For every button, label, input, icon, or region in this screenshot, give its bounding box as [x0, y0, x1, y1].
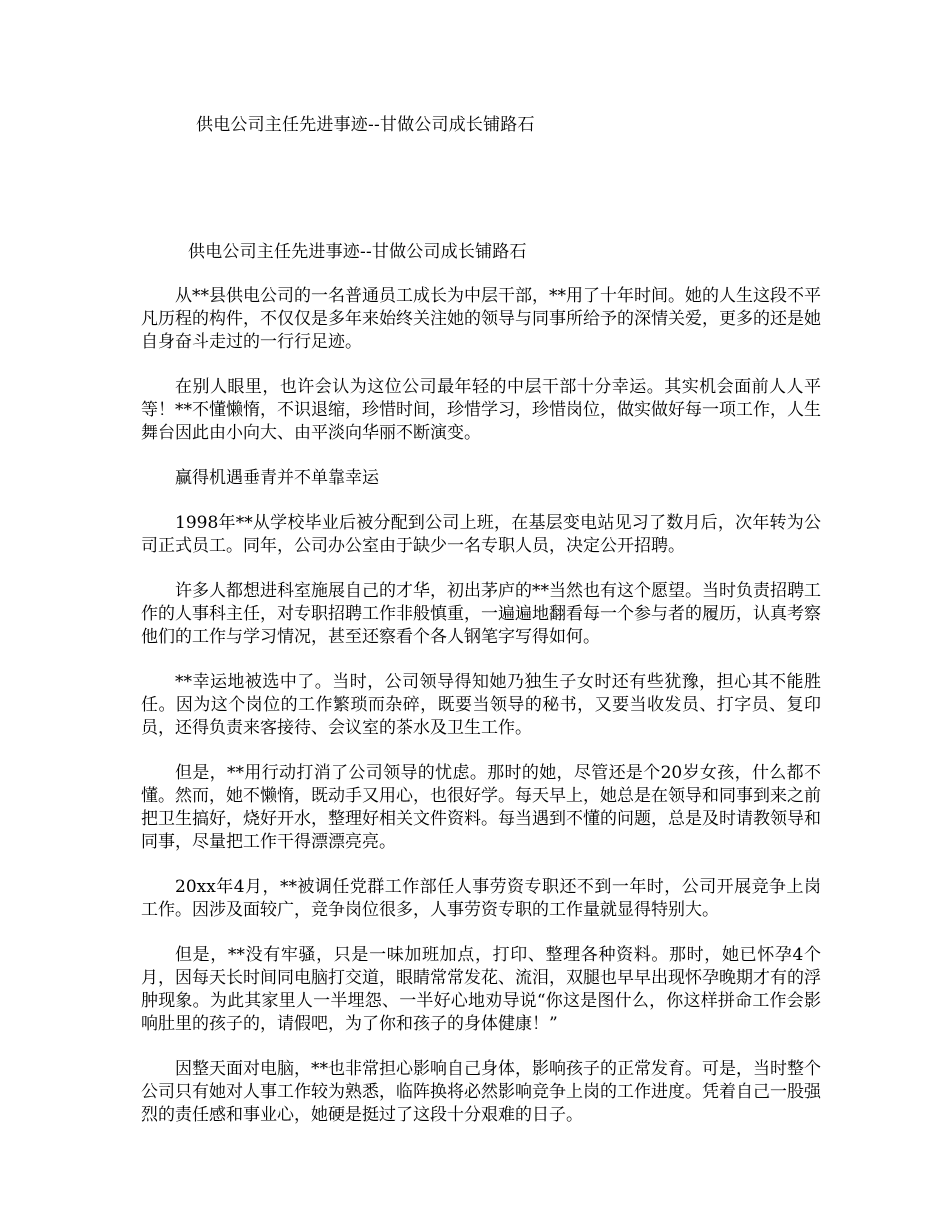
article-body	[141, 285, 821, 1149]
paragraph: 但是，**用行动打消了公司领导的忧虑。那时的她，尽管还是个20岁女孩，什么都不懂。然而，她不懒惰，既动手又用心，也很好学。每天早上，她总是在领导和同事到来之前把卫生搞好，烧好开水，整理好相关文件资料。每当遇到不懂的问题，总是及时请教领导和同事，尽量把工作干得漂漂亮亮。	[141, 763, 821, 852]
header-title: 供电公司主任先进事迹--甘做公司成长铺路石	[196, 115, 535, 135]
paragraph: 1998年**从学校毕业后被分配到公司上班，在基层变电站见习了数月后，次年转为公司正式员工。同年，公司办公室由于缺少一名专职人员，决定公开招聘。	[141, 513, 821, 556]
paragraph: 在别人眼里，也许会认为这位公司最年轻的中层干部十分幸运。其实机会面前人人平等！**不懂懒惰，不识退缩，珍惜时间，珍惜学习，珍惜岗位，做实做好每一项工作，人生舞台因此由小向大、由平淡向华丽不断演变。	[141, 377, 821, 443]
paragraph: 20xx年4月，**被调任党群工作部任人事劳资专职还不到一年时，公司开展竞争上岗工作。因涉及面较广，竞争岗位很多，人事劳资专职的工作量就显得特别大。	[141, 877, 821, 920]
paragraph: 因整天面对电脑，**也非常担心影响自己身体，影响孩子的正常发育。可是，当时整个公司只有她对人事工作较为熟悉，临阵换将必然影响竞争上岗的工作进度。凭着自己一股强烈的责任感和事业心，她硬是挺过了这段十分艰难的日子。	[141, 1059, 821, 1125]
paragraph: 但是，**没有牢骚，只是一味加班加点，打印、整理各种资料。那时，她已怀孕4个月，因每天长时间同电脑打交道，眼睛常常发花、流泪，双腿也早早出现怀孕晚期才有的浮肿现象。为此其家里人一半埋怨、一半好心地劝导说“你这是图什么，你这样拼命工作会影响肚里的孩子的，请假吧，为了你和孩子的身体健康！”	[141, 945, 821, 1034]
paragraph: 从**县供电公司的一名普通员工成长为中层干部，**用了十年时间。她的人生这段不平凡历程的构件，不仅仅是多年来始终关注她的领导与同事所给予的深情关爱，更多的还是她自身奋斗走过的一行行足迹。	[141, 286, 821, 352]
paragraph: **幸运地被选中了。当时，公司领导得知她乃独生子女时还有些犹豫，担心其不能胜任。因为这个岗位的工作繁琐而杂碎，既要当领导的秘书，又要当收发员、打字员、复印员，还得负责来客接待、会议室的茶水及卫生工作。	[141, 672, 821, 738]
article-title: 供电公司主任先进事迹--甘做公司成长铺路石	[188, 242, 527, 262]
section-heading: 赢得机遇垂青并不单靠幸运	[175, 468, 379, 488]
paragraph: 许多人都想进科室施展自己的才华，初出茅庐的**当然也有这个愿望。当时负责招聘工作的人事科主任，对专职招聘工作非般慎重，一遍遍地翻看每一个参与者的履历，认真考察他们的工作与学习情况，甚至还察看个各人钢笔字写得如何。	[141, 581, 821, 647]
